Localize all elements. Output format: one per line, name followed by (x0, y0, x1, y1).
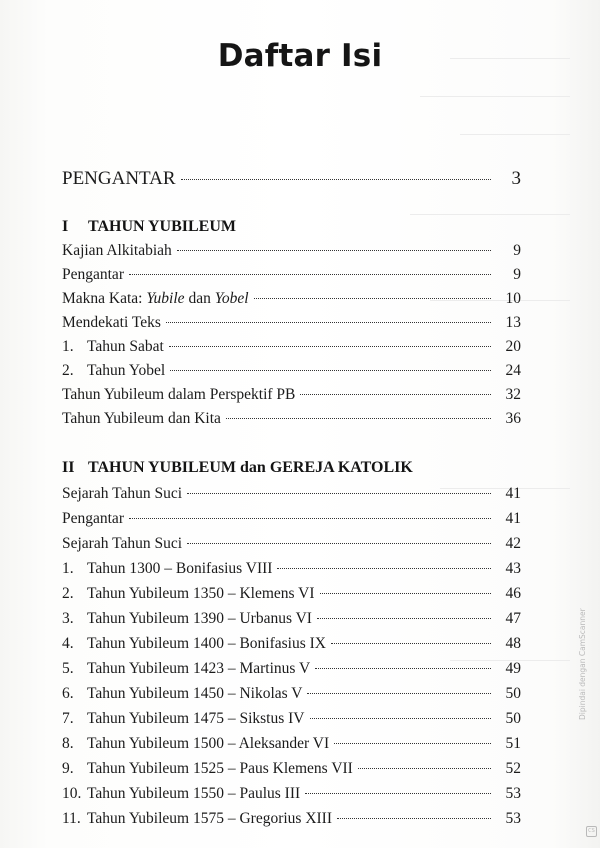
toc-entry[interactable] (62, 338, 521, 362)
scanner-watermark: Dipindai dengan CamScanner (578, 608, 587, 720)
entry-label (62, 660, 310, 678)
entry-label (62, 610, 312, 628)
entry-text: Tahun Yubileum 1450 – Nikolas V (87, 685, 303, 702)
entry-page: 49 (505, 660, 521, 677)
section-title: GEREJA KATOLIK (265, 459, 413, 476)
entry-label-part: Makna Kata: (62, 290, 147, 307)
dot-leader (129, 518, 491, 519)
toc-entry[interactable] (62, 386, 521, 410)
show-through-line (420, 96, 570, 97)
dot-leader (320, 593, 491, 594)
entry-text: Tahun Yubileum 1390 – Urbanus VI (87, 610, 312, 627)
entry-label (62, 560, 272, 578)
dot-leader (277, 568, 491, 569)
entry-page: 48 (505, 635, 521, 652)
dot-leader (337, 818, 491, 819)
dot-leader (166, 322, 491, 323)
entry-index: 10. (62, 785, 82, 802)
entry-index: 4. (62, 635, 74, 652)
toc-entry[interactable] (62, 535, 521, 559)
toc-entry[interactable] (62, 290, 521, 314)
entry-label: PENGANTAR (62, 168, 176, 189)
show-through-line (410, 214, 570, 215)
toc-entry[interactable] (62, 610, 521, 634)
entry-index: 7. (62, 710, 74, 727)
dot-leader (305, 793, 491, 794)
entry-text: Tahun Yubileum 1423 – Martinus V (87, 660, 311, 677)
dot-leader (334, 743, 491, 744)
toc-entry[interactable] (62, 314, 521, 338)
dot-leader (226, 418, 491, 419)
section-heading-1[interactable] (62, 218, 236, 242)
entry-label: Kajian Alkitabiah (62, 242, 172, 259)
toc-entry[interactable] (62, 510, 521, 534)
entry-page: 32 (505, 386, 521, 403)
entry-page: 51 (505, 735, 521, 752)
dot-leader (170, 370, 491, 371)
entry-label: Pengantar (62, 510, 124, 527)
camscanner-logo-icon: CS (586, 826, 597, 837)
entry-label (62, 362, 165, 380)
entry-label: Tahun Yubileum dalam Perspektif PB (62, 386, 296, 403)
entry-text: Tahun Yubileum 1500 – Aleksander VI (87, 735, 330, 752)
dot-leader (129, 274, 491, 275)
dot-leader (300, 394, 491, 395)
toc-entry[interactable] (62, 710, 521, 734)
entry-text: Tahun Yubileum 1400 – Bonifasius IX (87, 635, 327, 652)
entry-text: Tahun Yubileum 1475 – Sikstus IV (87, 710, 305, 727)
entry-page: 46 (505, 585, 521, 602)
entry-page: 20 (505, 338, 521, 355)
entry-index: 8. (62, 735, 74, 752)
entry-page: 47 (505, 610, 521, 627)
entry-page: 10 (505, 290, 521, 307)
dot-leader (169, 346, 491, 347)
toc-entry[interactable] (62, 560, 521, 584)
entry-label: Tahun Yubileum dan Kita (62, 410, 221, 427)
entry-label (62, 810, 332, 828)
entry-index: 6. (62, 685, 74, 702)
entry-index: 11. (62, 810, 81, 827)
entry-index: 1. (62, 560, 74, 577)
entry-label: Sejarah Tahun Suci (62, 535, 183, 552)
toc-entry[interactable] (62, 685, 521, 709)
entry-label (62, 785, 300, 803)
toc-entry[interactable] (62, 362, 521, 386)
entry-page: 41 (505, 510, 521, 527)
entry-label (62, 290, 249, 308)
toc-entry[interactable] (62, 266, 521, 290)
toc-entry[interactable] (62, 760, 521, 784)
section-numeral: II (62, 459, 75, 476)
dot-leader (181, 179, 491, 180)
dot-leader (254, 298, 491, 299)
toc-entry[interactable] (62, 410, 521, 434)
section-numeral: I (62, 218, 69, 235)
entry-text: Tahun Yubileum 1350 – Klemens VI (87, 585, 315, 602)
entry-page: 24 (505, 362, 521, 379)
entry-page: 36 (505, 410, 521, 427)
entry-text: Tahun 1300 – Bonifasius VIII (87, 560, 273, 577)
section-title: TAHUN YUBILEUM (88, 459, 241, 476)
entry-index: 3. (62, 610, 74, 627)
show-through-line (460, 134, 570, 135)
entry-page: 52 (505, 760, 521, 777)
dot-leader (187, 543, 491, 544)
entry-label (62, 710, 305, 728)
entry-text: Tahun Yobel (87, 362, 166, 379)
dot-leader (187, 493, 491, 494)
toc-entry[interactable] (62, 660, 521, 684)
entry-page: 9 (513, 242, 521, 259)
dot-leader (317, 618, 491, 619)
entry-label (62, 635, 326, 653)
dot-leader (310, 718, 492, 719)
entry-page: 50 (505, 710, 521, 727)
entry-label-italic: Yubile (146, 290, 185, 307)
entry-page: 13 (505, 314, 521, 331)
section-heading-2[interactable] (62, 459, 413, 483)
entry-index: 2. (62, 362, 74, 379)
entry-text: Tahun Yubileum 1550 – Paulus III (87, 785, 301, 802)
entry-page: 50 (505, 685, 521, 702)
entry-text: Tahun Yubileum 1525 – Paus Klemens VII (87, 760, 353, 777)
entry-page: 53 (505, 785, 521, 802)
entry-index: 1. (62, 338, 74, 355)
entry-text: Tahun Sabat (87, 338, 164, 355)
entry-label-italic: Yobel (214, 290, 249, 307)
entry-label (62, 760, 353, 778)
entry-label (62, 338, 164, 356)
entry-page: 9 (513, 266, 521, 283)
section-title: TAHUN YUBILEUM (88, 218, 237, 235)
entry-label (62, 585, 315, 603)
dot-leader (331, 643, 491, 644)
toc-entry[interactable] (62, 785, 521, 809)
toc-entry[interactable] (62, 485, 521, 509)
toc-entry[interactable] (62, 735, 521, 759)
entry-page: 41 (505, 485, 521, 502)
toc-entry[interactable] (62, 635, 521, 659)
dot-leader (177, 250, 491, 251)
toc-entry[interactable] (62, 810, 521, 834)
entry-label: Sejarah Tahun Suci (62, 485, 183, 502)
entry-page: 3 (511, 168, 521, 189)
entry-index: 2. (62, 585, 74, 602)
entry-page: 53 (505, 810, 521, 827)
entry-label (62, 735, 329, 753)
entry-page: 43 (505, 560, 521, 577)
dot-leader (315, 668, 491, 669)
dot-leader (307, 693, 491, 694)
page-title: Daftar Isi (217, 38, 383, 74)
toc-entry[interactable] (62, 242, 521, 266)
section-title-conjunction: dan (240, 459, 266, 476)
toc-entry[interactable] (62, 585, 521, 609)
entry-index: 5. (62, 660, 74, 677)
entry-label (62, 685, 302, 703)
entry-label-part: dan (184, 290, 215, 307)
entry-label: Mendekati Teks (62, 314, 161, 331)
entry-page: 42 (505, 535, 521, 552)
entry-index: 9. (62, 760, 74, 777)
dot-leader (358, 768, 491, 769)
entry-label: Pengantar (62, 266, 124, 283)
entry-text: Tahun Yubileum 1575 – Gregorius XIII (87, 810, 333, 827)
toc-entry-preface[interactable] (62, 168, 521, 192)
